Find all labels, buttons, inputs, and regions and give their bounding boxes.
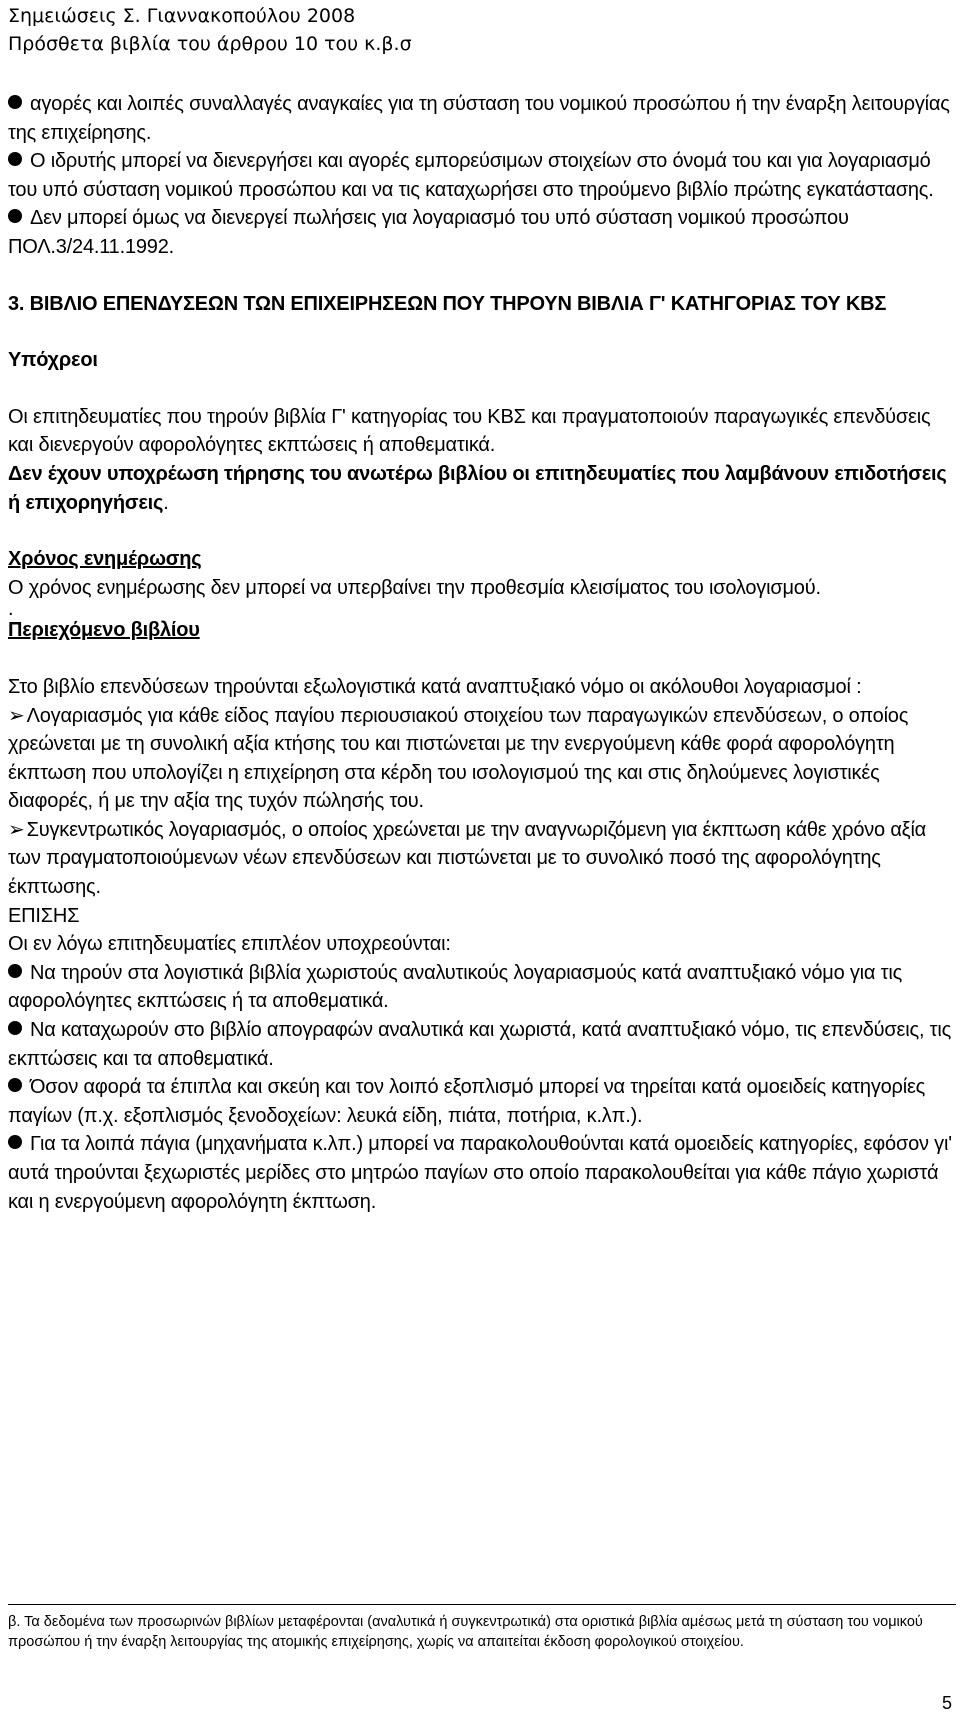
duty-item-3: Όσον αφορά τα έπιπλα και σκεύη και τον λοιπό εξοπλισμό μπορεί να τηρείται κατά ομοειδείς κατηγορίες παγίων (π.χ. εξοπλισμός ξενοδοχείων: λευκά είδη, πιάτα, ποτήρια, κ.λπ.). bbox=[8, 1076, 926, 1127]
intro-bullet-2: Ο ιδρυτής μπορεί να διενεργήσει και αγορές εμπορεύσιμων στοιχείων στο όνομά του και για λογαριασμό του υπό σύσταση νομικού προσώπου και να τις καταχωρήσει στο τηρούμενο βιβλίο πρώτης εγκατάστασης. bbox=[8, 150, 934, 201]
spacer bbox=[8, 517, 952, 545]
section-title: 3. ΒΙΒΛΙΟ ΕΠΕΝΔΥΣΕΩΝ ΤΩΝ ΕΠΙΧΕΙΡΗΣΕΩΝ ΠΟΥ ΤΗΡΟΥΝ ΒΙΒΛΙΑ Γ' ΚΑΤΗΓΟΡΙΑΣ ΤΟΥ ΚΒΣ bbox=[8, 292, 887, 315]
bullet-icon bbox=[8, 1078, 22, 1092]
arrow-bullet-icon: ➢ bbox=[8, 818, 25, 841]
content-heading: Περιεχόμενο βιβλίου bbox=[8, 619, 200, 642]
obligated-text: Οι επιτηδευματίες που τηρούν βιβλία Γ' κατηγορίας του ΚΒΣ και πραγματοποιούν παραγωγικές επενδύσεις και διενεργούν αφορολόγητες εκπτώσεις ή αποθεματικά. bbox=[8, 405, 931, 457]
account-item-2: ➢ Συγκεντρωτικός λογαριασμός, ο οποίος χρεώνεται με την αναγνωριζόμενη για έκπτωση κάθε χρόνο αξία των πραγματοποιούμενων νέων επενδύσεων και πιστώνεται με το συνολικό ποσό της αφορολόγητης έκπτωσης. bbox=[8, 816, 952, 902]
header-line-2: Πρόσθετα βιβλία του άρθρου 10 του κ.β.σ bbox=[8, 33, 412, 55]
stray-dot: . bbox=[8, 598, 14, 621]
bullet-icon bbox=[8, 95, 22, 109]
bullet-icon bbox=[8, 1135, 22, 1149]
obligated-exception: Δεν έχουν υποχρέωση τήρησης του ανωτέρω βιβλίου οι επιτηδευματίες που λαμβάνουν επιδοτήσεις ή επιχορηγήσεις. bbox=[8, 462, 947, 514]
also-label: ΕΠΙΣΗΣ bbox=[8, 904, 80, 927]
bullet-icon bbox=[8, 152, 22, 166]
intro-bullet-3: Δεν μπορεί όμως να διενεργεί πωλήσεις για λογαριασμό του υπό σύσταση νομικού προσώπου ΠΟΛ.3/24.11.1992. bbox=[8, 207, 849, 258]
footnote: β. Τα δεδομένα των προσωρινών βιβλίων μεταφέρονται (αναλυτικά ή συγκεντρωτικά) στα οριστικά βιβλία αμέσως μετά τη σύσταση του νομικού προσώπου ή την έναρξη λειτουργίας της ατομικής επιχείρησης, χωρίς να απαιτείται έκδοση φορολογικού στοιχείου. bbox=[8, 1614, 923, 1650]
page-number: 5 bbox=[941, 1693, 952, 1713]
spacer bbox=[8, 262, 952, 290]
document-body bbox=[8, 90, 952, 1216]
also-text: Οι εν λόγω επιτηδευματίες επιπλέον υποχρεούνται: bbox=[8, 933, 451, 956]
spacer bbox=[8, 645, 952, 673]
bullet-icon bbox=[8, 1021, 22, 1035]
duty-item-1: Να τηρούν στα λογιστικά βιβλία χωριστούς αναλυτικούς λογαριασμούς κατά αναπτυξιακό νόμο για τις αφορολόγητες εκπτώσεις ή τα αποθεματικά. bbox=[8, 961, 903, 1013]
duty-item-4: Για τα λοιπά πάγια (μηχανήματα κ.λπ.) μπορεί να παρακολουθούνται κατά ομοειδείς κατηγορίες, εφόσον γι' αυτά τηρούνται ξεχωριστές μερίδες στο μητρώο παγίων στο οποίο παρακολουθείται για κάθε πάγιο χωριστά και η ενεργούμενη αφορολόγητη έκπτωση. bbox=[8, 1133, 952, 1213]
bullet-icon bbox=[8, 964, 22, 978]
duty-item-2: Να καταχωρούν στο βιβλίο απογραφών αναλυτικά και χωριστά, κατά αναπτυξιακό νόμο, τις επενδύσεις, τις εκπτώσεις και τα αποθεματικά. bbox=[8, 1019, 952, 1070]
intro-bullet-1: αγορές και λοιπές συναλλαγές αναγκαίες για τη σύσταση του νομικού προσώπου ή την έναρξη λειτουργίας της επιχείρησης. bbox=[8, 93, 950, 144]
content-text: Στο βιβλίο επενδύσεων τηρούνται εξωλογιστικά κατά αναπτυξιακό νόμο οι ακόλουθοι λογαριασμοί : bbox=[8, 675, 862, 698]
header-line-1: Σημειώσεις Σ. Γιαννακοπούλου 2008 bbox=[8, 5, 356, 27]
update-text: Ο χρόνος ενημέρωσης δεν μπορεί να υπερβαίνει την προθεσμία κλεισίματος του ισολογισμού. bbox=[8, 576, 821, 599]
obligated-heading: Υπόχρεοι bbox=[8, 349, 98, 372]
document-header bbox=[8, 2, 412, 58]
account-item-1: ➢ Λογαριασμός για κάθε είδος παγίου περιουσιακού στοιχείου των παραγωγικών επενδύσεων, ο οποίος χρεώνεται με τη συνολική αξία κτήσης του και πιστώνεται με την ενεργούμενη κάθε φορά αφορολόγητη έκπτωση που υπολογίζει η επιχείρηση στα κέρδη του ισολογισμού της και στις δηλούμενες λογιστικές διαφορές, ή με την αξία της τυχόν πώλησής του. bbox=[8, 702, 952, 816]
spacer bbox=[8, 375, 952, 403]
obligated-exception-bold: Δεν έχουν υποχρέωση τήρησης του ανωτέρω βιβλίου οι επιτηδευματίες που λαμβάνουν επιδοτήσεις ή επιχορηγήσεις bbox=[8, 462, 947, 514]
spacer bbox=[8, 318, 952, 346]
bullet-icon bbox=[8, 209, 22, 223]
footnote-rule bbox=[8, 1604, 956, 1605]
update-heading: Χρόνος ενημέρωσης bbox=[8, 548, 202, 571]
arrow-bullet-icon: ➢ bbox=[8, 704, 25, 727]
